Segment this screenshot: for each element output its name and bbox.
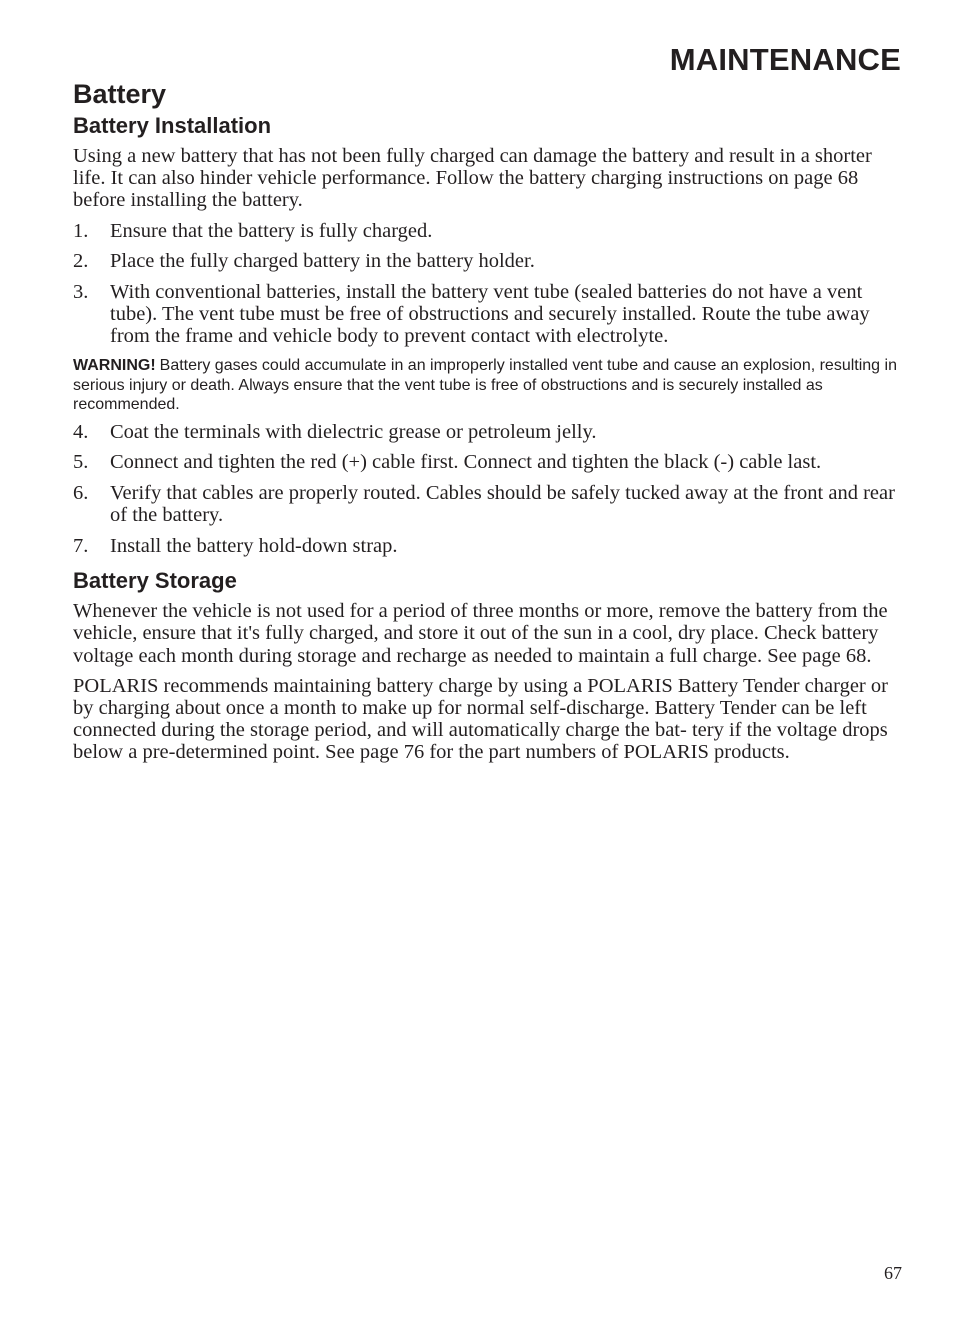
step-text: Place the fully charged battery in the battery holder. xyxy=(110,250,535,273)
section-header: MAINTENANCE xyxy=(669,42,901,77)
step-number: 6. xyxy=(73,482,89,505)
step-text: With conventional batteries, install the battery vent tube (sealed batteries do not have a vent tube). The vent tube must be free of obstructions and securely installed. Route the tube away from the frame and vehicle body to prevent contact with electrolyte. xyxy=(110,281,870,348)
list-item xyxy=(73,421,907,443)
list-item xyxy=(73,220,907,242)
step-number: 7. xyxy=(73,534,89,557)
step-text: Verify that cables are properly routed. Cables should be safely tucked away at the front and rear of the battery. xyxy=(110,482,895,527)
warning-notice xyxy=(73,356,907,415)
installation-heading: Battery Installation xyxy=(73,113,272,138)
list-item xyxy=(73,451,907,473)
installation-steps-list-continued xyxy=(73,421,907,558)
step-text: Coat the terminals with dielectric grease or petroleum jelly. xyxy=(110,420,597,443)
step-number: 3. xyxy=(73,281,89,304)
list-item xyxy=(73,281,907,348)
page-content xyxy=(73,76,907,772)
list-item xyxy=(73,535,907,557)
installation-intro: Using a new battery that has not been fully charged can damage the battery and result in a shorter life. It can also hinder vehicle performance. Follow the battery charging instructions on page 68 before installing the battery. xyxy=(73,145,872,212)
step-number: 1. xyxy=(73,219,89,242)
step-text: Ensure that the battery is fully charged. xyxy=(110,219,433,242)
step-number: 2. xyxy=(73,250,89,273)
page-title: Battery xyxy=(73,79,167,109)
page-number: 67 xyxy=(884,1263,902,1283)
step-number: 5. xyxy=(73,451,89,474)
step-text: Connect and tighten the red (+) cable first. Connect and tighten the black (-) cable last. xyxy=(110,451,822,474)
warning-text: Battery gases could accumulate in an improperly installed vent tube and cause an explosion, resulting in serious injury or death. Always ensure that the vent tube is free of obstructions and is securely installed as recommended. xyxy=(73,357,897,414)
step-number: 4. xyxy=(73,420,89,443)
storage-heading: Battery Storage xyxy=(73,568,237,594)
warning-label: WARNING! xyxy=(73,357,156,375)
list-item xyxy=(73,482,907,526)
installation-steps-list xyxy=(73,220,907,348)
storage-paragraph: POLARIS recommends maintaining battery charge by using a POLARIS Battery Tender charger or by charging about once a month to make up for normal self-discharge. Battery Tender can be left connected during the storage period, and will automatically charge the bat- tery if the voltage drops below a pre-determined point. See page 76 for the part numbers of POLARIS products. xyxy=(73,674,888,764)
list-item xyxy=(73,250,907,272)
storage-paragraph: Whenever the vehicle is not used for a period of three months or more, remove the battery from the vehicle, ensure that it's fully charged, and store it out of the sun in a cool, dry place. Check battery voltage each month during storage and recharge as needed to maintain a full charge. See page 68. xyxy=(73,600,888,667)
step-text: Install the battery hold-down strap. xyxy=(110,534,398,557)
